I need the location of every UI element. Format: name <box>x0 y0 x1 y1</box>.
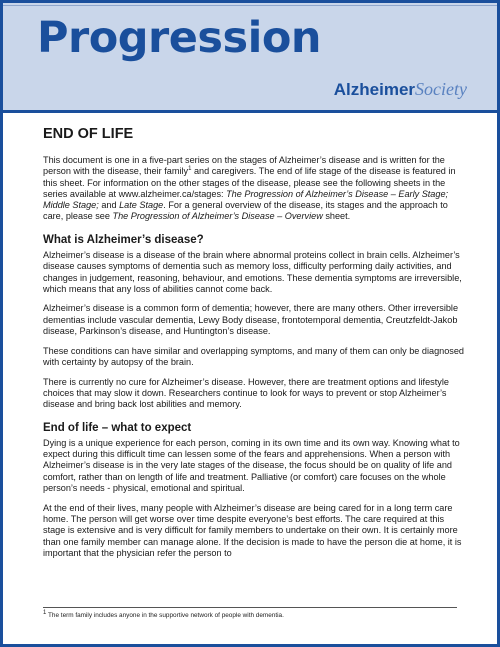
intro-doc-title: The Progression of Alzheimer’s Disease – Early Stage; Middle Stage; <box>43 188 449 211</box>
intro-paragraph <box>43 155 465 223</box>
brand-suffix: Society <box>415 79 467 99</box>
intro-doc-title: The Progression of Alzheimer’s Disease – Overview <box>112 211 323 222</box>
body-paragraph: At the end of their lives, many people with Alzheimer’s disease are being cared for in a long term care home. The person will get worse over time despite everyone’s best efforts. The care required at this stage is extensive and is very difficult for family members to undertake on their own. It is certainly more than one family member can manage alone. If the decision is made to have the person die at home, it is important that the physician refer the person to <box>43 502 462 558</box>
header-rule <box>3 5 497 6</box>
footnote-marker: 1 <box>43 609 47 616</box>
body-paragraph: Alzheimer’s disease is a common form of dementia; however, there are many others. Other irreversible dementias include vascular dementia, Lewy Body disease, frontotemporal dementia, Creutzfeldt-Jakob disease, Parkinson’s disease, and Huntington’s disease. <box>43 303 459 337</box>
alzheimer-society-logo <box>334 80 467 98</box>
intro-text: This document is one in a five-part series on the stages of Alzheimer’s disease and is written for the person with the disease, their family <box>43 154 445 177</box>
footnote-ref: 1 <box>188 166 192 173</box>
footnote-text: The term family includes anyone in the supportive network of people with dementia. <box>46 612 284 619</box>
intro-text: . For a general overview of the disease, its stages and the approach to care, please see <box>43 200 448 222</box>
header-title: Progression <box>37 13 321 63</box>
intro-text: sheet. <box>322 211 351 222</box>
intro-doc-title: Late Stage <box>119 200 164 211</box>
body-paragraph: There is currently no cure for Alzheimer’s disease. However, there are treatment options and lifestyle choices that may slow it down. Researchers continue to look for ways to prevent or stop Alzheimer’s disease and bring back lost abilities and memory. <box>43 376 449 410</box>
header-banner <box>3 3 497 113</box>
page-heading: END OF LIFE <box>43 126 134 142</box>
footnote-divider <box>43 607 457 608</box>
body-paragraph: Dying is a unique experience for each person, coming in its own time and its own way. Knowing what to expect during this difficult time can lessen some of the fears and apprehensions. When a person with Alzheimer’s disease is in the very late stages of the disease, the focus should be on quality of life and comfort, rather than on length of life and treatment. Palliative (or comfort) care focuses on the whole person’s needs - physical, emotional and spiritual. <box>43 437 460 494</box>
section-heading: What is Alzheimer’s disease? <box>43 234 204 247</box>
footnote <box>43 609 463 620</box>
brand-name: Alzheimer <box>333 80 416 99</box>
body-paragraph: These conditions can have similar and overlapping symptoms, and many of them can only be diagnosed with certainty by autopsy of the brain. <box>43 345 465 368</box>
section-heading: End of life – what to expect <box>43 422 192 435</box>
intro-text: and <box>98 200 120 211</box>
body-paragraph: Alzheimer’s disease is a disease of the brain where abnormal proteins collect in brain cells. Alzheimer’s disease causes symptoms of dementia such as memory loss, difficulty performing daily activities, and changes in judgement, reasoning, behaviour, and emotions. These dementia symptoms are irreversible, which means that any loss of abilities cannot come back. <box>43 249 462 294</box>
document-body <box>43 127 465 568</box>
intro-text: and caregivers. The end of life stage of the disease is featured in this sheet. For information on the other stages of the disease, please see the following sheets in the series available at www.alzheimer.ca/stages: <box>43 166 456 199</box>
